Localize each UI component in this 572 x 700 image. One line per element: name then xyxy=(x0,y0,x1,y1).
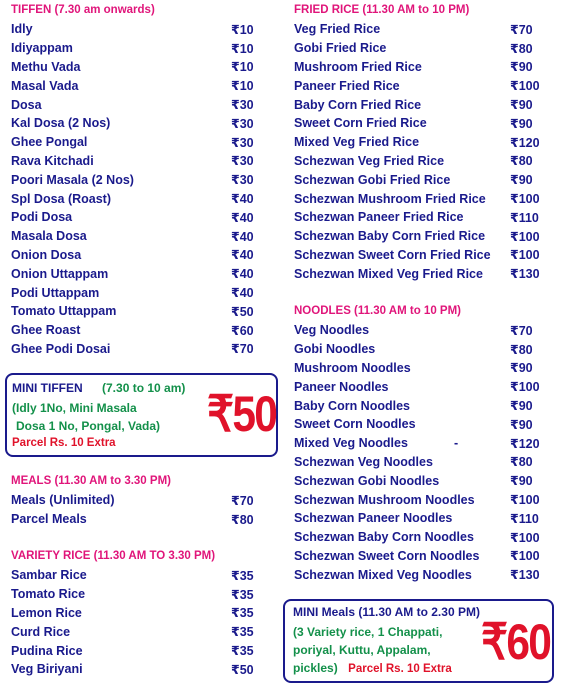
menu-item-price: ₹90 xyxy=(510,98,533,113)
menu-item-price: ₹80 xyxy=(231,512,254,527)
menu-item-name: Schezwan Sweet Corn Fried Rice xyxy=(294,247,491,262)
menu-item-name: Poori Masala (2 Nos) xyxy=(11,172,134,187)
menu-item-price: ₹80 xyxy=(510,41,533,56)
menu-item xyxy=(294,471,546,490)
menu-item xyxy=(294,528,546,547)
mini-tiffen-title: MINI TIFFEN xyxy=(12,381,83,395)
menu-item xyxy=(11,585,267,604)
menu-item-name: Veg Noodles xyxy=(294,323,370,338)
mini-tiffen-desc-2: Dosa 1 No, Pongal, Vada) xyxy=(16,419,161,433)
menu-item xyxy=(294,227,546,246)
menu-item xyxy=(294,76,546,95)
menu-item xyxy=(11,604,267,623)
menu-item xyxy=(11,114,267,133)
tiffen-list xyxy=(11,20,267,358)
menu-item-price: ₹50 xyxy=(231,662,254,677)
menu-item-name: Parcel Meals xyxy=(11,512,87,527)
menu-item xyxy=(11,264,267,283)
menu-item-price: ₹80 xyxy=(510,154,533,169)
menu-item-name: Gobi Fried Rice xyxy=(294,41,387,56)
menu-item-name: Ghee Pongal xyxy=(11,135,88,150)
menu-item-name: Mixed Veg Noodles xyxy=(294,436,408,451)
menu-item-name: Paneer Fried Rice xyxy=(294,78,400,93)
menu-item-name: Mixed Veg Fried Rice xyxy=(294,135,420,150)
menu-item xyxy=(11,491,267,510)
menu-item xyxy=(294,321,546,340)
variety-rice-heading: VARIETY RICE (11.30 AM TO 3.30 PM) xyxy=(11,550,216,562)
menu-item-name: Onion Dosa xyxy=(11,247,82,262)
menu-item-price: ₹100 xyxy=(510,192,540,207)
menu-item-name: Schezwan Paneer Fried Rice xyxy=(294,210,464,225)
noodles-heading: NOODLES (11.30 AM to 10 PM) xyxy=(294,305,461,317)
variety-rice-section xyxy=(11,547,267,679)
menu-item xyxy=(294,340,546,359)
menu-item xyxy=(11,152,267,171)
menu-item-name: Schezwan Baby Corn Noodles xyxy=(294,530,474,545)
menu-item-name: Spl Dosa (Roast) xyxy=(11,191,112,206)
menu-item-price: ₹40 xyxy=(231,267,254,282)
menu-item xyxy=(294,39,546,58)
menu-item-name: Kal Dosa (2 Nos) xyxy=(11,116,111,131)
meals-heading: MEALS (11.30 AM to 3.30 PM) xyxy=(11,475,171,487)
menu-item-name: Lemon Rice xyxy=(11,605,82,620)
menu-item-name: Masal Vada xyxy=(11,78,79,93)
menu-item-name: Schezwan Mixed Veg Fried Rice xyxy=(294,266,483,281)
menu-item xyxy=(294,152,546,171)
menu-item-price: ₹100 xyxy=(510,79,540,94)
menu-item-name: Sweet Corn Fried Rice xyxy=(294,116,427,131)
menu-item-price: ₹70 xyxy=(510,323,533,338)
menu-item-price: ₹70 xyxy=(231,342,254,357)
menu-item-price: ₹30 xyxy=(231,135,254,150)
menu-item-name: Tomato Uttappam xyxy=(11,304,117,319)
menu-item-name: Sambar Rice xyxy=(11,568,87,583)
mini-meals-desc-2: poriyal, Kuttu, Appalam, xyxy=(293,643,431,657)
menu-item-price: ₹30 xyxy=(231,173,254,188)
menu-item-price: ₹40 xyxy=(231,229,254,244)
menu-item xyxy=(11,39,267,58)
menu-item-price: ₹50 xyxy=(231,304,254,319)
menu-item-price: ₹35 xyxy=(231,606,254,621)
menu-item xyxy=(294,377,546,396)
menu-item xyxy=(294,264,546,283)
menu-item xyxy=(294,565,546,584)
menu-item-price: ₹40 xyxy=(231,286,254,301)
menu-item-price: ₹40 xyxy=(231,192,254,207)
meals-section xyxy=(11,472,267,529)
menu-item-price: ₹90 xyxy=(510,399,533,414)
menu-item xyxy=(11,58,267,77)
menu-item-name: Schezwan Mushroom Noodles xyxy=(294,492,475,507)
menu-item-name: Schezwan Gobi Noodles xyxy=(294,473,440,488)
menu-item-price: ₹100 xyxy=(510,493,540,508)
menu-item-price: ₹90 xyxy=(510,60,533,75)
menu-item xyxy=(294,170,546,189)
menu-item xyxy=(294,114,546,133)
menu-item-name: Gobi Noodles xyxy=(294,342,376,357)
menu-item-name: Schezwan Baby Corn Fried Rice xyxy=(294,229,486,244)
menu-item-name: Schezwan Veg Fried Rice xyxy=(294,153,445,168)
menu-item xyxy=(11,622,267,641)
fried-rice-list xyxy=(294,20,546,283)
menu-item-price: ₹90 xyxy=(510,417,533,432)
menu-item xyxy=(11,340,267,359)
menu-item xyxy=(11,302,267,321)
menu-item-price: ₹110 xyxy=(510,511,539,526)
menu-item-price: ₹60 xyxy=(231,323,254,338)
noodles-list xyxy=(294,321,546,584)
mini-meals-desc-3: pickles) xyxy=(293,661,338,675)
menu-item xyxy=(294,509,546,528)
menu-item-name: Podi Uttappam xyxy=(11,285,100,300)
menu-item xyxy=(294,359,546,378)
menu-item-price: ₹10 xyxy=(231,41,254,56)
menu-item-name: Schezwan Sweet Corn Noodles xyxy=(294,548,480,563)
menu-item xyxy=(11,246,267,265)
menu-item-name: Schezwan Gobi Fried Rice xyxy=(294,172,451,187)
menu-item xyxy=(11,76,267,95)
menu-item-name: Idly xyxy=(11,22,33,37)
menu-item-price: ₹10 xyxy=(231,60,254,75)
menu-item-price: ₹90 xyxy=(510,361,533,376)
menu-item-name: Sweet Corn Noodles xyxy=(294,417,416,432)
menu-item xyxy=(11,321,267,340)
menu-item xyxy=(294,189,546,208)
menu-item-price: ₹80 xyxy=(510,455,533,470)
menu-item xyxy=(11,660,267,679)
menu-item-price: ₹80 xyxy=(510,342,533,357)
mini-tiffen-time: (7.30 to 10 am) xyxy=(102,381,186,395)
noodles-section xyxy=(294,302,546,584)
menu-item-price: ₹90 xyxy=(510,173,533,188)
menu-item-price: ₹70 xyxy=(510,22,533,37)
menu-item xyxy=(294,20,546,39)
menu-item-price: ₹40 xyxy=(231,210,254,225)
menu-item-name: Curd Rice xyxy=(11,624,71,639)
menu-item-name: Baby Corn Noodles xyxy=(294,398,410,413)
menu-item-price: ₹120 xyxy=(510,436,540,451)
menu-item-name: Methu Vada xyxy=(11,59,81,74)
menu-item xyxy=(294,208,546,227)
menu-item-price: ₹35 xyxy=(231,587,254,602)
menu-item-name: Schezwan Paneer Noodles xyxy=(294,511,453,526)
menu-item-name: Baby Corn Fried Rice xyxy=(294,97,422,112)
menu-item-price: ₹35 xyxy=(231,625,254,640)
menu-item-price: ₹90 xyxy=(510,474,533,489)
mini-meals-box xyxy=(283,599,554,683)
menu-item-name: Mushroom Fried Rice xyxy=(294,59,422,74)
dash-mark: - xyxy=(454,436,459,451)
menu-item-name: Veg Fried Rice xyxy=(294,22,381,37)
menu-item xyxy=(11,189,267,208)
menu-item-price: ₹30 xyxy=(231,116,254,131)
menu-item xyxy=(294,434,546,453)
menu-item xyxy=(294,95,546,114)
right-column xyxy=(294,0,546,283)
menu-item-name: Dosa xyxy=(11,97,42,112)
mini-meals-desc-1: (3 Variety rice, 1 Chappati, xyxy=(293,625,443,639)
mini-tiffen-parcel-note: Parcel Rs. 10 Extra xyxy=(12,437,116,449)
menu-item xyxy=(11,208,267,227)
left-column xyxy=(11,0,267,358)
menu-item-name: Paneer Noodles xyxy=(294,379,389,394)
menu-item xyxy=(294,453,546,472)
mini-meals-last-row xyxy=(293,659,452,677)
tiffen-heading: TIFFEN (7.30 am onwards) xyxy=(11,4,155,16)
menu-item xyxy=(11,510,267,529)
menu-item-price: ₹130 xyxy=(510,568,540,583)
variety-rice-list xyxy=(11,566,267,679)
menu-item-name: Mushroom Noodles xyxy=(294,360,411,375)
menu-item-price: ₹130 xyxy=(510,267,540,282)
menu-item-name: Podi Dosa xyxy=(11,210,73,225)
menu-item-name: Masala Dosa xyxy=(11,229,87,244)
mini-tiffen-price: ₹50 xyxy=(207,386,277,442)
mini-meals-title: MINI Meals (11.30 AM to 2.30 PM) xyxy=(293,605,480,619)
menu-item-price: ₹70 xyxy=(231,493,254,508)
menu-item-price: ₹10 xyxy=(231,79,254,94)
menu-item xyxy=(294,547,546,566)
menu-item-price: ₹40 xyxy=(231,248,254,263)
menu-item-price: ₹110 xyxy=(510,210,539,225)
menu-item xyxy=(294,415,546,434)
menu-item-name: Ghee Podi Dosai xyxy=(11,341,111,356)
menu-item-name: Ghee Roast xyxy=(11,323,81,338)
menu-item xyxy=(294,58,546,77)
menu-item xyxy=(11,227,267,246)
menu-item-price: ₹100 xyxy=(510,248,540,263)
mini-tiffen-box xyxy=(5,373,278,457)
menu-item-name: Onion Uttappam xyxy=(11,266,109,281)
menu-item xyxy=(11,170,267,189)
menu-item xyxy=(11,95,267,114)
menu-item-price: ₹100 xyxy=(510,380,540,395)
menu-item xyxy=(11,566,267,585)
menu-item xyxy=(11,641,267,660)
menu-item xyxy=(11,133,267,152)
menu-item-price: ₹30 xyxy=(231,98,254,113)
menu-item-name: Schezwan Veg Noodles xyxy=(294,454,433,469)
menu-item-price: ₹100 xyxy=(510,229,540,244)
menu-item-name: Idiyappam xyxy=(11,41,73,56)
mini-tiffen-title-row xyxy=(12,381,185,395)
menu-item-price: ₹35 xyxy=(231,644,254,659)
menu-item xyxy=(11,283,267,302)
fried-rice-heading: FRIED RICE (11.30 AM to 10 PM) xyxy=(294,4,470,16)
menu-item-price: ₹100 xyxy=(510,549,540,564)
menu-item-name: Veg Biriyani xyxy=(11,662,83,677)
menu-item-price: ₹90 xyxy=(510,116,533,131)
menu-item-name: Rava Kitchadi xyxy=(11,153,94,168)
menu-item xyxy=(294,133,546,152)
mini-tiffen-desc-1: (Idly 1No, Mini Masala xyxy=(12,401,137,415)
mini-meals-parcel-note: Parcel Rs. 10 Extra xyxy=(348,663,452,675)
menu-item-name: Schezwan Mushroom Fried Rice xyxy=(294,191,486,206)
menu-item-name: Pudina Rice xyxy=(11,643,83,658)
menu-item-price: ₹120 xyxy=(510,135,540,150)
menu-item xyxy=(294,246,546,265)
menu-item xyxy=(294,396,546,415)
mini-meals-price: ₹60 xyxy=(481,614,551,670)
menu-item-name: Tomato Rice xyxy=(11,587,86,602)
menu-item xyxy=(294,490,546,509)
menu-item-price: ₹100 xyxy=(510,530,540,545)
menu-item xyxy=(11,20,267,39)
menu-item-price: ₹35 xyxy=(231,568,254,583)
menu-item-name: Meals (Unlimited) xyxy=(11,493,115,508)
menu-item-name: Schezwan Mixed Veg Noodles xyxy=(294,567,472,582)
menu-item-price: ₹30 xyxy=(231,154,254,169)
menu-item-price: ₹10 xyxy=(231,22,254,37)
meals-list xyxy=(11,491,267,529)
